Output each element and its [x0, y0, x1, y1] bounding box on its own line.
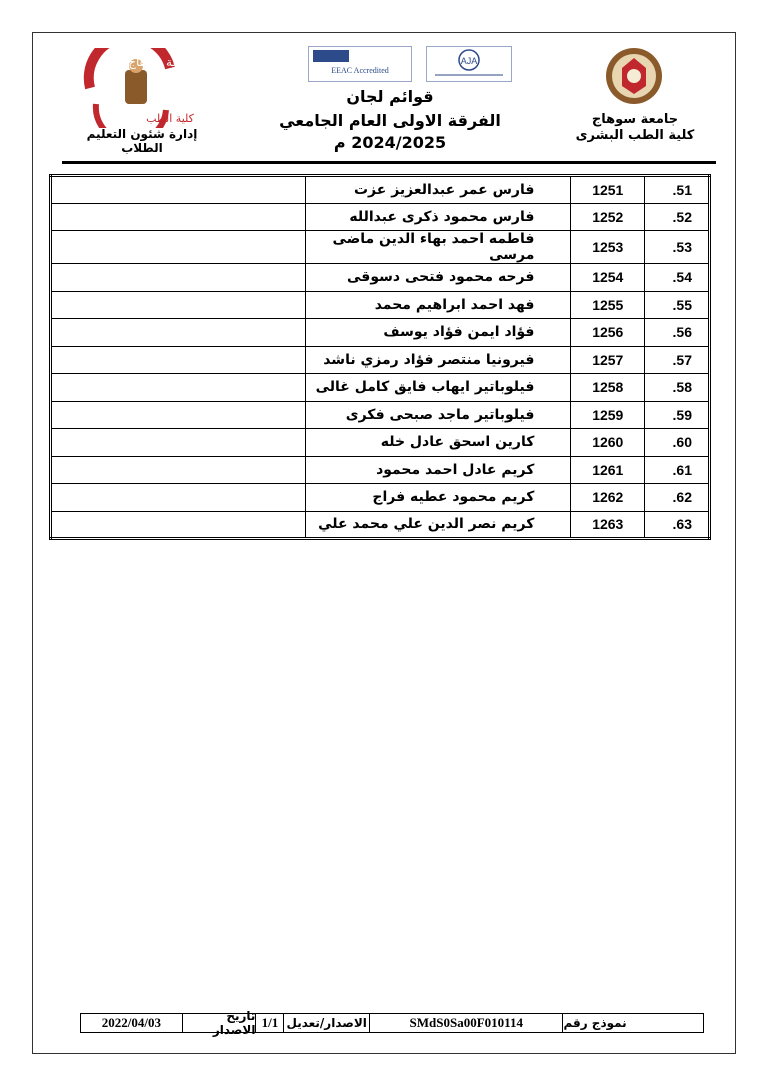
row-number: .54: [645, 264, 710, 292]
table-row: [51, 319, 710, 347]
student-id: 1252: [571, 203, 645, 231]
university-name-block: [570, 112, 700, 144]
blank-cell: [51, 203, 306, 231]
logo-bottom-text: كلية الطب: [146, 112, 194, 125]
student-id: 1255: [571, 291, 645, 319]
row-number: .60: [645, 429, 710, 457]
table-row: [51, 511, 710, 539]
table-row: [51, 231, 710, 264]
student-id: 1259: [571, 401, 645, 429]
student-id: 1257: [571, 346, 645, 374]
blank-cell: [51, 264, 306, 292]
student-id: 1253: [571, 231, 645, 264]
student-name: كريم محمود عطيه فراج: [306, 484, 571, 512]
logo-top-text: جامعة سوهاج: [128, 55, 196, 69]
blank-cell: [51, 511, 306, 539]
university-name: جامعة سوهاج: [591, 112, 679, 127]
student-name: فيلوباتير ماجد صبحى فكرى: [306, 401, 571, 429]
university-seal-logo: [604, 46, 664, 106]
issue-date-label: تاريخ الاصدار: [183, 1014, 257, 1032]
student-id: 1254: [571, 264, 645, 292]
eeac-accreditation-logo: [308, 46, 412, 82]
student-id: 1258: [571, 374, 645, 402]
blank-cell: [51, 401, 306, 429]
version-label: الاصدار/تعديل: [284, 1014, 370, 1032]
row-number: .62: [645, 484, 710, 512]
aja-iso-logo: [426, 46, 512, 82]
row-number: .51: [645, 176, 710, 204]
iso-text: AJA: [460, 56, 478, 66]
header-divider: [62, 161, 716, 164]
student-name: فؤاد ايمن فؤاد يوسف: [306, 319, 571, 347]
row-number: .53: [645, 231, 710, 264]
student-id: 1260: [571, 429, 645, 457]
row-number: .55: [645, 291, 710, 319]
form-code-label: نموذج رقم: [563, 1016, 627, 1030]
department-name: إدارة شئون التعليم الطلاب: [86, 127, 198, 155]
row-number: .56: [645, 319, 710, 347]
student-id: 1256: [571, 319, 645, 347]
student-name: كارين اسحق عادل خله: [306, 429, 571, 457]
blank-cell: [51, 319, 306, 347]
student-name: كريم نصر الدين علي محمد علي: [306, 511, 571, 539]
issue-date: 2022/04/03: [81, 1014, 183, 1032]
student-id: 1261: [571, 456, 645, 484]
faculty-name: كلية الطب البشرى: [575, 128, 695, 143]
row-number: .58: [645, 374, 710, 402]
table-row: [51, 264, 710, 292]
blank-cell: [51, 346, 306, 374]
table-row: [51, 176, 710, 204]
blank-cell: [51, 231, 306, 264]
student-name: فارس عمر عبدالعزيز عزت: [306, 176, 571, 204]
student-name: فارس محمود ذكرى عبدالله: [306, 203, 571, 231]
table-row: [51, 456, 710, 484]
version-value: 1/1: [256, 1014, 284, 1032]
student-roster-table: [49, 174, 711, 540]
student-name: فرحه محمود فتحى دسوقى: [306, 264, 571, 292]
row-number: .52: [645, 203, 710, 231]
table-row: [51, 346, 710, 374]
table-row: [51, 291, 710, 319]
blank-cell: [51, 456, 306, 484]
row-number: .63: [645, 511, 710, 539]
table-row: [51, 484, 710, 512]
page-subtitle: الفرقة الاولى العام الجامعي 2024/2025 م: [279, 111, 501, 152]
blank-cell: [51, 291, 306, 319]
student-id: 1263: [571, 511, 645, 539]
student-id: 1262: [571, 484, 645, 512]
faculty-medicine-logo: [70, 48, 198, 128]
blank-cell: [51, 484, 306, 512]
row-number: .61: [645, 456, 710, 484]
row-number: .57: [645, 346, 710, 374]
student-name: فيلوباتير ايهاب فايق كامل غالى: [306, 374, 571, 402]
document-footer: [80, 1009, 704, 1037]
cert-text: EEAC Accredited: [331, 66, 389, 75]
student-name: كريم عادل احمد محمود: [306, 456, 571, 484]
table-row: [51, 374, 710, 402]
blank-cell: [51, 176, 306, 204]
student-id: 1251: [571, 176, 645, 204]
form-code: SMdS0Sa00F010114: [370, 1014, 563, 1032]
blank-cell: [51, 374, 306, 402]
student-name: فيرونيا منتصر فؤاد رمزي ناشد: [306, 346, 571, 374]
table-row: [51, 203, 710, 231]
row-number: .59: [645, 401, 710, 429]
student-name: فاطمه احمد بهاء الدين ماضى مرسى: [306, 231, 571, 264]
page-title: قوائم لجان: [346, 87, 434, 106]
table-row: [51, 429, 710, 457]
roster-body: [51, 176, 710, 539]
blank-cell: [51, 429, 306, 457]
student-name: فهد احمد ابراهيم محمد: [306, 291, 571, 319]
table-row: [51, 401, 710, 429]
